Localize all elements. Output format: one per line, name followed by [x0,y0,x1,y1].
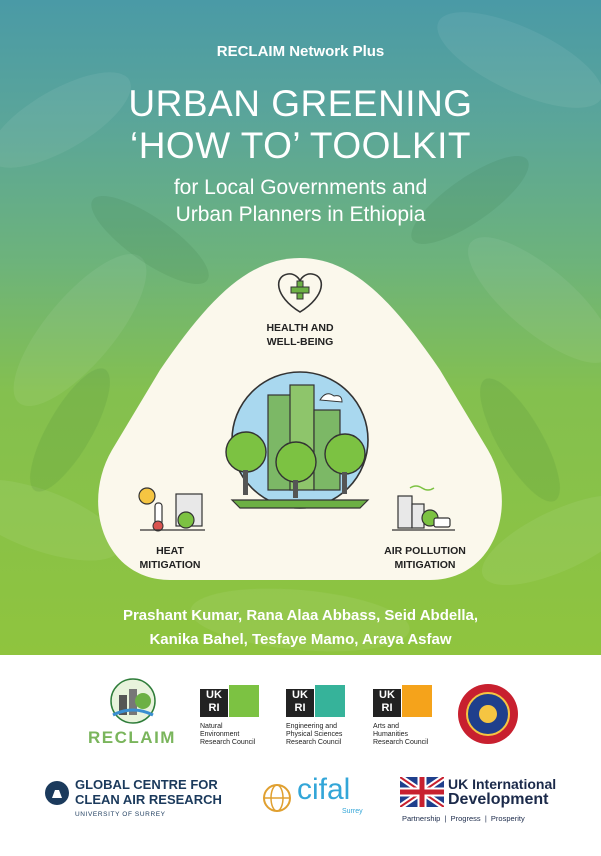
air-pollution-label-line-1: AIR POLLUTION [384,545,466,557]
title-line-2: ‘HOW TO’ TOOLKIT [129,125,472,166]
health-label [250,321,350,349]
subtitle-line-2: Urban Planners in Ethiopia [175,203,426,226]
nerc-text [200,723,255,747]
ukri-nerc-mark: UK RI [200,689,228,717]
epsrc-text [286,723,342,747]
health-label-line-2: WELL-BEING [266,336,334,348]
cifal-globe-icon [262,783,292,813]
nerc-text-2: Environment [200,731,240,738]
epsrc-text-2: Physical Sciences [286,731,343,738]
gcare-line-1: GLOBAL CENTRE FOR [75,777,218,792]
partner-logos [0,655,601,856]
gcare-university: UNIVERSITY OF SURREY [75,811,166,818]
ahrc-color-block [402,685,432,717]
heat-label-line-2: MITIGATION [139,559,201,571]
cifal-logo-text: cifal [297,773,351,806]
title-line-1: URBAN GREENING [128,83,473,124]
gcare-name [75,777,222,807]
authors-line-2: Kanika Bahel, Tesfaye Mamo, Araya Asfaw [149,631,452,648]
nerc-text-1: Natural [200,723,223,730]
epsrc-text-1: Engineering and [286,723,337,730]
subtitle-line-1: for Local Governments and [173,176,428,199]
health-label-line-1: HEALTH AND [266,322,334,334]
authors-line-1: Prashant Kumar, Rana Alaa Abbass, Seid Abdella, [122,607,479,624]
epsrc-text-3: Research Council [286,739,342,746]
gcare-line-2: CLEAN AIR RESEARCH [75,792,222,807]
network-name: RECLAIM Network Plus [216,43,385,60]
heat-label [120,544,220,572]
nerc-text-3: Research Council [200,739,256,746]
cifal-surrey: Surrey [342,808,363,815]
air-pollution-label [370,544,480,572]
ahrc-text-2: Humanities [373,731,409,738]
ukri-ahrc-mark: UK RI [373,689,401,717]
ahrc-text-1: Arts and [373,723,400,730]
heat-label-line-1: HEAT [156,545,184,557]
ahrc-text [373,723,428,747]
addis-ababa-university-seal [456,682,520,746]
air-pollution-label-line-2: MITIGATION [394,559,456,571]
ahrc-text-3: Research Council [373,739,429,746]
ukid-tagline: Partnership | Progress | Prosperity [402,814,525,823]
ukid-line-2: Development [448,791,549,808]
gcare-deer-icon [44,780,70,806]
union-flag-icon [400,777,444,807]
epsrc-color-block [315,685,345,717]
reclaim-logo-icon [107,675,159,725]
ukid-line-1: UK International [448,776,557,792]
nerc-color-block [229,685,259,717]
ukri-epsrc-mark: UK RI [286,689,314,717]
reclaim-logo-text: RECLAIM [88,728,176,747]
